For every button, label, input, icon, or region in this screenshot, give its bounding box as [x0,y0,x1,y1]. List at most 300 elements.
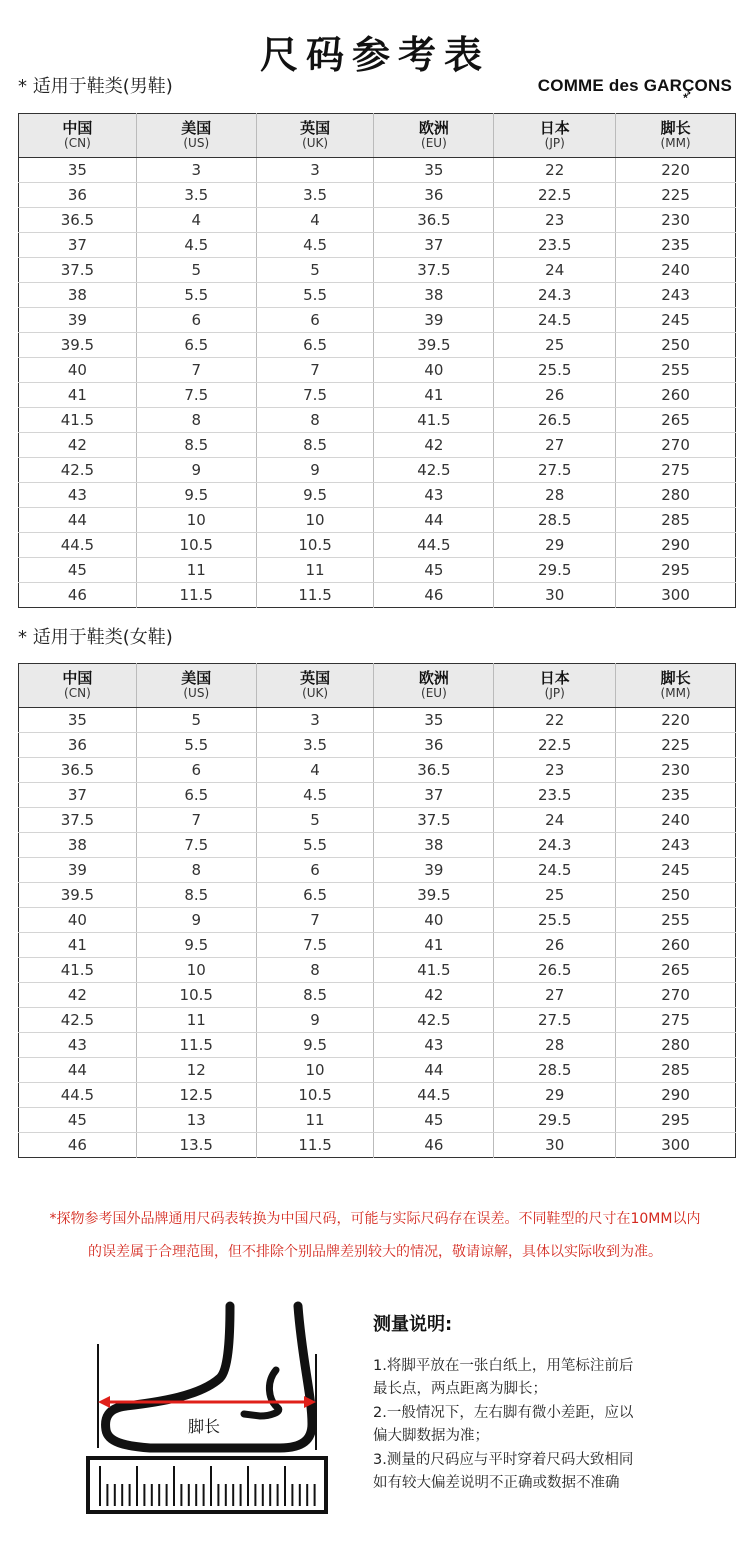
table-cell: 43 [374,483,494,508]
ruler-ticks [100,1466,315,1506]
measure-instructions-title: 测量说明: [373,1314,453,1335]
table-cell: 10 [256,508,374,533]
column-header-label: 脚长 [660,119,691,138]
table-cell: 10.5 [256,533,374,558]
table-cell: 235 [616,783,736,808]
foot-length-label: 脚长 [188,1417,221,1436]
table-cell: 30 [494,583,616,608]
table-cell: 46 [374,583,494,608]
table-cell: 22.5 [494,733,616,758]
table-cell: 7.5 [136,833,256,858]
table-cell: 8.5 [256,433,374,458]
table-cell: 243 [616,283,736,308]
table-cell: 285 [616,508,736,533]
toe-detail [244,1370,279,1416]
table-cell: 10.5 [136,983,256,1008]
table-row [19,708,736,733]
table-cell: 39.5 [19,883,137,908]
table-cell: 40 [19,358,137,383]
column-header-label: 英国 [300,669,331,688]
table-cell: 7.5 [136,383,256,408]
table-cell: 235 [616,233,736,258]
column-header-label: 日本 [539,119,570,138]
table-cell: 30 [494,1133,616,1158]
table-cell: 3 [136,158,256,183]
table-cell: 8 [256,408,374,433]
table-row [19,1108,736,1133]
table-cell: 24.3 [494,283,616,308]
instruction-line: 2.一般情况下，左右脚有微小差距，应以 [373,1404,634,1421]
table-cell: 5.5 [136,733,256,758]
table-cell: 44 [374,508,494,533]
table-cell: 24.3 [494,833,616,858]
table-cell: 9 [256,458,374,483]
column-header-unit: (EU) [421,136,447,151]
table-cell: 44 [19,508,137,533]
table-cell: 7 [256,908,374,933]
column-header [256,664,374,708]
table-cell: 10.5 [136,533,256,558]
table-row [19,483,736,508]
column-header [616,114,736,158]
table-cell: 6.5 [136,333,256,358]
table-cell: 40 [374,908,494,933]
table-cell: 43 [19,1033,137,1058]
column-header-unit: (JP) [544,136,565,151]
table-cell: 26 [494,933,616,958]
table-row [19,783,736,808]
table-cell: 243 [616,833,736,858]
table-cell: 28 [494,1033,616,1058]
table-cell: 29 [494,1083,616,1108]
table-cell: 22.5 [494,183,616,208]
table-cell: 7 [136,358,256,383]
table-row [19,508,736,533]
table-cell: 240 [616,808,736,833]
table-cell: 42 [19,983,137,1008]
table-cell: 25.5 [494,908,616,933]
table-row [19,308,736,333]
table-row [19,433,736,458]
table-cell: 36 [374,733,494,758]
table-cell: 45 [374,1108,494,1133]
table-cell: 4 [256,208,374,233]
brand-logo [537,76,732,105]
table-cell: 39 [374,858,494,883]
table-cell: 26.5 [494,408,616,433]
table-cell: 3.5 [136,183,256,208]
table-cell: 36 [19,733,137,758]
table-cell: 36 [19,183,137,208]
table-row [19,1083,736,1108]
table-cell: 280 [616,1033,736,1058]
column-header-label: 欧洲 [418,669,449,688]
table-cell: 28.5 [494,1058,616,1083]
table-cell: 27.5 [494,1008,616,1033]
table-cell: 9 [136,908,256,933]
table-row [19,958,736,983]
table-cell: 45 [374,558,494,583]
table-cell: 5 [256,808,374,833]
table-cell: 11 [136,558,256,583]
page-title: 尺码参考表 [259,33,490,77]
table-cell: 44.5 [19,533,137,558]
table-cell: 5 [256,258,374,283]
men-table-body [19,158,736,608]
table-cell: 37.5 [19,258,137,283]
table-cell: 7 [136,808,256,833]
table-cell: 8.5 [256,983,374,1008]
table-cell: 9.5 [256,483,374,508]
table-cell: 220 [616,708,736,733]
table-row [19,408,736,433]
table-cell: 8.5 [136,883,256,908]
column-header-unit: (UK) [302,136,329,151]
table-cell: 37 [374,233,494,258]
table-cell: 290 [616,533,736,558]
column-header-unit: (MM) [660,136,691,151]
table-cell: 9 [136,458,256,483]
column-header-label: 脚长 [660,669,691,688]
table-cell: 24.5 [494,858,616,883]
table-cell: 5.5 [256,283,374,308]
column-header [616,664,736,708]
table-cell: 9.5 [136,483,256,508]
table-cell: 265 [616,958,736,983]
table-cell: 10 [136,508,256,533]
table-cell: 26.5 [494,958,616,983]
disclaimer-line-1: *探物参考国外品牌通用尺码表转换为中国尺码，可能与实际尺码存在误差。不同鞋型的尺寸在10MM以内 [49,1211,701,1227]
table-row [19,833,736,858]
table-cell: 280 [616,483,736,508]
table-row [19,908,736,933]
table-cell: 6 [136,308,256,333]
table-cell: 285 [616,1058,736,1083]
foot-measure-diagram [80,1300,340,1520]
table-row [19,758,736,783]
table-cell: 37.5 [374,808,494,833]
table-cell: 225 [616,733,736,758]
table-cell: 6 [256,308,374,333]
women-table-body [19,708,736,1158]
table-cell: 36.5 [374,758,494,783]
table-cell: 295 [616,1108,736,1133]
table-cell: 40 [374,358,494,383]
table-cell: 6.5 [256,333,374,358]
table-cell: 39 [19,308,137,333]
table-cell: 41 [19,933,137,958]
table-cell: 8 [136,858,256,883]
table-cell: 41.5 [19,408,137,433]
table-cell: 43 [19,483,137,508]
table-cell: 7.5 [256,383,374,408]
table-row [19,858,736,883]
ruler [88,1458,326,1512]
table-row [19,358,736,383]
table-cell: 10 [136,958,256,983]
table-cell: 5.5 [136,283,256,308]
table-cell: 9 [256,1008,374,1033]
table-cell: 38 [19,833,137,858]
column-header [19,664,137,708]
table-cell: 42 [374,433,494,458]
table-cell: 36.5 [19,208,137,233]
table-cell: 3.5 [256,733,374,758]
table-cell: 41.5 [374,958,494,983]
instruction-line: 1.将脚平放在一张白纸上，用笔标注前后 [373,1358,634,1374]
instruction-line: 偏大脚数据为准； [373,1428,489,1445]
column-header-unit: (JP) [544,686,565,701]
table-cell: 24.5 [494,308,616,333]
table-cell: 11.5 [136,1033,256,1058]
table-cell: 250 [616,333,736,358]
column-header-label: 美国 [181,669,212,688]
column-header-unit: (EU) [421,686,447,701]
table-cell: 11.5 [256,583,374,608]
column-header-label: 美国 [181,119,212,138]
table-cell: 270 [616,433,736,458]
table-cell: 265 [616,408,736,433]
table-cell: 39.5 [374,333,494,358]
table-cell: 37 [19,233,137,258]
table-cell: 4 [136,208,256,233]
table-cell: 4.5 [256,233,374,258]
table-cell: 37 [374,783,494,808]
table-cell: 4.5 [136,233,256,258]
table-row [19,208,736,233]
table-cell: 35 [19,708,137,733]
table-cell: 27.5 [494,458,616,483]
table-cell: 44.5 [19,1083,137,1108]
men-table-header-row [19,114,736,158]
table-cell: 42.5 [374,1008,494,1033]
table-cell: 38 [374,833,494,858]
table-row [19,883,736,908]
table-cell: 11 [256,1108,374,1133]
instruction-line: 最长点，两点距离为脚长； [373,1381,547,1398]
table-cell: 11.5 [136,583,256,608]
table-row [19,283,736,308]
table-cell: 5 [136,258,256,283]
table-cell: 3 [256,158,374,183]
table-cell: 24 [494,808,616,833]
table-cell: 8.5 [136,433,256,458]
table-cell: 37 [19,783,137,808]
table-cell: 3.5 [256,183,374,208]
table-cell: 7.5 [256,933,374,958]
column-header-unit: (US) [183,686,210,701]
table-cell: 37.5 [374,258,494,283]
table-cell: 240 [616,258,736,283]
table-cell: 8 [136,408,256,433]
table-cell: 9.5 [256,1033,374,1058]
table-row [19,583,736,608]
brand-name: COMME des GARÇONS [537,76,732,95]
table-cell: 40 [19,908,137,933]
column-header [494,114,616,158]
table-cell: 25 [494,883,616,908]
table-cell: 230 [616,758,736,783]
column-header-unit: (US) [183,136,210,151]
table-cell: 6 [256,858,374,883]
table-row [19,808,736,833]
table-row [19,1058,736,1083]
table-cell: 38 [374,283,494,308]
table-row [19,1008,736,1033]
women-size-table [18,663,736,1158]
table-cell: 29 [494,533,616,558]
women-table-header-row [19,664,736,708]
table-cell: 13.5 [136,1133,256,1158]
men-size-table [18,113,736,608]
table-row [19,1133,736,1158]
table-cell: 42.5 [19,1008,137,1033]
table-cell: 29.5 [494,1108,616,1133]
table-row [19,533,736,558]
table-cell: 23.5 [494,233,616,258]
table-cell: 12 [136,1058,256,1083]
table-cell: 295 [616,558,736,583]
table-cell: 13 [136,1108,256,1133]
measure-instructions [373,1355,693,1495]
table-cell: 8 [256,958,374,983]
arrow-left-head [98,1396,110,1408]
column-header-label: 欧洲 [418,119,449,138]
table-cell: 28 [494,483,616,508]
table-cell: 46 [67,1136,87,1154]
table-cell: 6 [136,758,256,783]
column-header-unit: (MM) [660,686,691,701]
table-cell: 44.5 [374,1083,494,1108]
table-row [19,233,736,258]
table-cell: 23.5 [494,783,616,808]
table-cell: 255 [616,358,736,383]
column-header [136,114,256,158]
table-cell: 23 [494,208,616,233]
table-cell: 9.5 [136,933,256,958]
column-header [19,114,137,158]
table-cell: 11 [136,1008,256,1033]
women-section-label: * 适用于鞋类(女鞋) [18,627,173,648]
table-cell: 290 [616,1083,736,1108]
table-cell: 39 [374,308,494,333]
disclaimer-line-2: 的误差属于合理范围，但不排除个别品牌差别较大的情况，敬请谅解，具体以实际收到为准。 [88,1244,662,1260]
table-cell: 250 [616,883,736,908]
table-cell: 45 [19,558,137,583]
table-row [19,383,736,408]
table-cell: 35 [374,708,494,733]
table-cell: 7 [256,358,374,383]
table-cell: 24 [494,258,616,283]
table-cell: 22 [494,158,616,183]
column-header [494,664,616,708]
column-header [256,114,374,158]
table-cell: 6.5 [136,783,256,808]
column-header [374,114,494,158]
table-cell: 300 [616,1133,736,1158]
table-cell: 255 [616,908,736,933]
column-header-label: 中国 [62,119,93,138]
table-cell: 6.5 [256,883,374,908]
table-cell: 42.5 [374,458,494,483]
table-cell: 41 [19,383,137,408]
table-cell: 46 [374,1133,494,1158]
table-cell: 35 [374,158,494,183]
table-cell: 46 [67,586,87,604]
table-row [19,183,736,208]
table-cell: 27 [494,433,616,458]
table-cell: 220 [616,158,736,183]
column-header [374,664,494,708]
brand-star-mark: * [683,91,688,105]
table-row [19,458,736,483]
table-cell: 23 [494,758,616,783]
table-cell: 260 [616,383,736,408]
table-cell: 39.5 [374,883,494,908]
table-cell: 12.5 [136,1083,256,1108]
table-cell: 260 [616,933,736,958]
column-header-unit: (UK) [302,686,329,701]
table-cell: 4 [256,758,374,783]
table-cell: 300 [616,583,736,608]
table-cell: 44 [19,1058,137,1083]
instruction-line: 3.测量的尺码应与平时穿着尺码大致相同 [373,1451,634,1468]
column-header-label: 中国 [62,669,93,688]
table-cell: 38 [19,283,137,308]
table-cell: 10 [256,1058,374,1083]
table-cell: 44 [374,1058,494,1083]
table-cell: 11.5 [256,1133,374,1158]
table-cell: 25.5 [494,358,616,383]
table-cell: 22 [494,708,616,733]
table-cell: 44.5 [374,533,494,558]
table-row [19,258,736,283]
table-cell: 5 [136,708,256,733]
table-cell: 37.5 [19,808,137,833]
table-row [19,558,736,583]
column-header-label: 英国 [300,119,331,138]
table-cell: 26 [494,383,616,408]
column-header [136,664,256,708]
table-cell: 10.5 [256,1083,374,1108]
table-row [19,733,736,758]
table-row [19,933,736,958]
table-cell: 25 [494,333,616,358]
table-cell: 245 [616,308,736,333]
table-cell: 35 [19,158,137,183]
column-header-unit: (CN) [64,686,91,701]
table-cell: 230 [616,208,736,233]
column-header-label: 日本 [539,669,570,688]
table-cell: 11 [256,558,374,583]
table-cell: 4.5 [256,783,374,808]
table-cell: 3 [256,708,374,733]
table-cell: 41.5 [19,958,137,983]
table-row [19,158,736,183]
table-cell: 36.5 [374,208,494,233]
table-cell: 275 [616,1008,736,1033]
table-cell: 45 [19,1108,137,1133]
table-cell: 245 [616,858,736,883]
column-header-unit: (CN) [64,136,91,151]
table-cell: 270 [616,983,736,1008]
table-cell: 29.5 [494,558,616,583]
men-section-label: * 适用于鞋类(男鞋) [18,76,173,97]
table-cell: 42 [374,983,494,1008]
table-cell: 42 [19,433,137,458]
table-cell: 28.5 [494,508,616,533]
table-cell: 42.5 [19,458,137,483]
